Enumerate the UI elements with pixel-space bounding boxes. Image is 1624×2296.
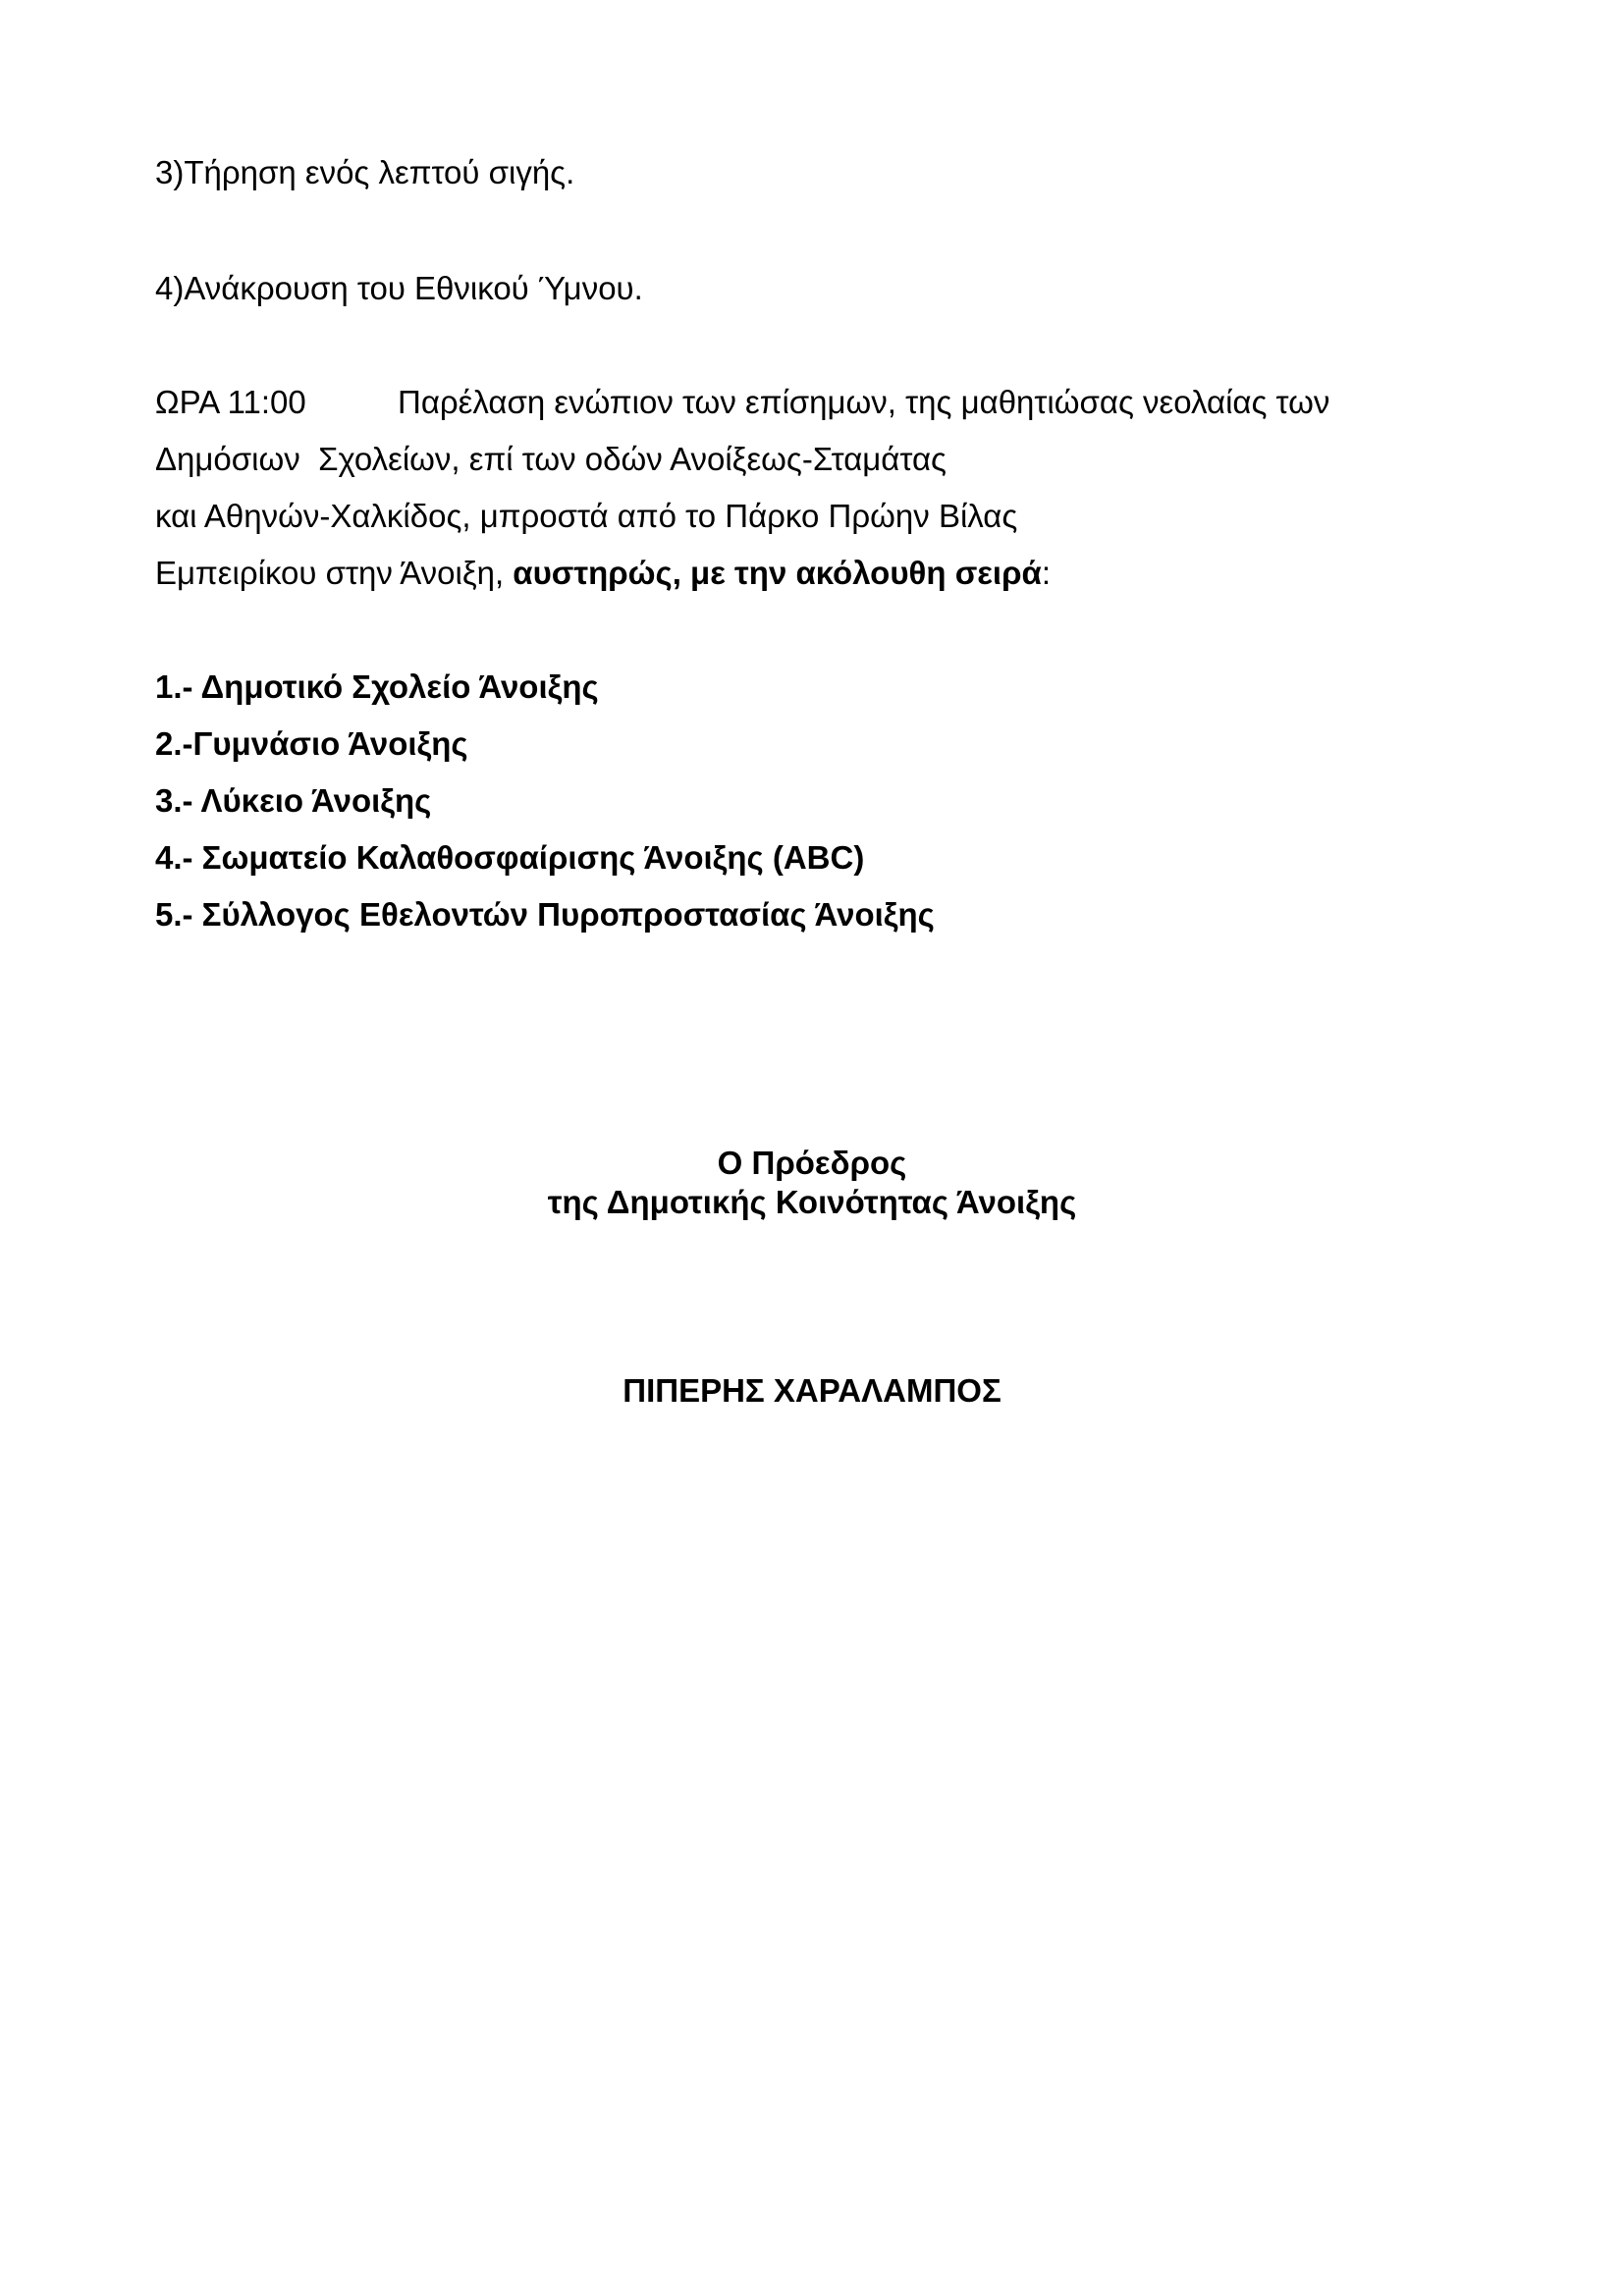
parade-line-2: Δημόσιων Σχολείων, επί των οδών Ανοίξεως-Σταμάτας <box>155 441 947 477</box>
signature-title-line-2: της Δημοτικής Κοινότητας Άνοιξης <box>547 1184 1077 1220</box>
signature-title-line-1: Ο Πρόεδρος <box>717 1145 907 1181</box>
parade-line-4-colon: : <box>1041 555 1051 591</box>
program-item-4: 4)Ανάκρουση του Εθνικού Ύμνου. <box>155 270 643 306</box>
list-item: 4.- Σωματείο Καλαθοσφαίρισης Άνοιξης (ABC) <box>155 839 865 876</box>
parade-order-emphasis: αυστηρώς, με την ακόλουθη σειρά <box>513 555 1042 591</box>
list-item: 5.- Σύλλογος Εθελοντών Πυροπροστασίας Άνοιξης <box>155 896 935 933</box>
parade-description: Παρέλαση ενώπιον των επίσημων, της μαθητιώσας νεολαίας των <box>398 384 1330 420</box>
parade-line-4-plain: Εμπειρίκου στην Άνοιξη, <box>155 555 514 591</box>
signature-name: ΠΙΠΕΡΗΣ ΧΑΡΑΛΑΜΠΟΣ <box>623 1372 1001 1409</box>
parade-line-1 <box>155 383 1329 422</box>
parade-line-4 <box>155 554 1051 593</box>
list-item: 1.- Δημοτικό Σχολείο Άνοιξης <box>155 668 599 705</box>
list-item: 2.-Γυμνάσιο Άνοιξης <box>155 725 468 762</box>
program-item-3: 3)Τήρηση ενός λεπτού σιγής. <box>155 154 575 190</box>
list-item: 3.- Λύκειο Άνοιξης <box>155 782 432 819</box>
parade-time: ΩΡΑ 11:00 <box>155 384 306 420</box>
parade-line-3: και Αθηνών-Χαλκίδος, μπροστά από το Πάρκο Πρώην Βίλας <box>155 498 1018 534</box>
